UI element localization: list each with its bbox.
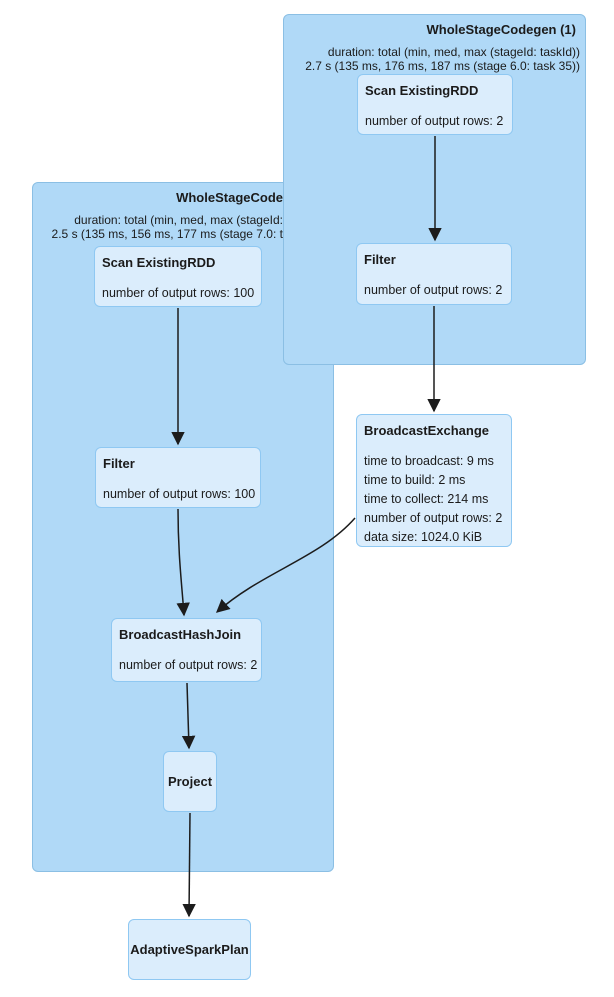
cluster-duration-label: duration: total (min, med, max (stageId: taskId)) <box>327 45 580 59</box>
metric-time-to-build: time to build: 2 ms <box>364 473 466 487</box>
cluster-duration <box>33 213 283 241</box>
metric-time-to-collect: time to collect: 214 ms <box>364 492 489 506</box>
node-title: Scan ExistingRDD <box>365 83 479 98</box>
metric-data-size: data size: 1024.0 KiB <box>364 530 483 544</box>
cluster-title: WholeStageCodegen (1) <box>426 22 576 37</box>
plan-node-project[interactable] <box>163 751 217 812</box>
plan-node-adaptivesparkplan[interactable] <box>128 919 251 980</box>
node-metrics <box>103 485 256 504</box>
node-title: BroadcastHashJoin <box>119 627 242 642</box>
node-title: Project <box>167 774 213 789</box>
plan-node-scan-existingrdd-1[interactable] <box>357 74 513 135</box>
plan-node-filter-2[interactable] <box>95 447 261 508</box>
node-title: Scan ExistingRDD <box>102 255 216 270</box>
cluster-duration-value-truncated: 2.5 s (135 ms, 156 ms, 177 ms (stage 7.0: t <box>51 227 283 241</box>
cluster-wholestagecodegen-1 <box>283 14 586 365</box>
metric-output-rows: number of output rows: 2 <box>364 283 503 297</box>
plan-node-broadcastexchange[interactable] <box>356 414 512 547</box>
node-title: AdaptiveSparkPlan <box>130 942 249 957</box>
node-metrics <box>102 284 257 303</box>
cluster-duration-value: 2.7 s (135 ms, 176 ms, 187 ms (stage 6.0: task 35)) <box>305 59 580 73</box>
plan-node-broadcasthashjoin[interactable] <box>111 618 262 682</box>
metric-output-rows: number of output rows: 2 <box>365 114 504 128</box>
node-title: Filter <box>103 456 135 471</box>
cluster-header <box>284 22 585 73</box>
cluster-duration-label-truncated: duration: total (min, med, max (stageId: <box>74 213 283 227</box>
cluster-duration <box>284 45 585 73</box>
cluster-title-truncated: WholeStageCode <box>176 190 283 205</box>
cluster-header <box>33 190 283 241</box>
node-metrics <box>119 656 257 675</box>
node-metrics <box>364 452 507 547</box>
metric-output-rows: number of output rows: 100 <box>102 286 255 300</box>
node-title: Filter <box>364 252 396 267</box>
metric-output-rows: number of output rows: 100 <box>103 487 256 501</box>
plan-node-filter-1[interactable] <box>356 243 512 305</box>
metric-output-rows: number of output rows: 2 <box>364 511 503 525</box>
metric-time-to-broadcast: time to broadcast: 9 ms <box>364 454 494 468</box>
plan-node-scan-existingrdd-2[interactable] <box>94 246 262 307</box>
node-title: BroadcastExchange <box>364 423 489 438</box>
node-metrics <box>365 112 508 131</box>
metric-output-rows: number of output rows: 2 <box>119 658 258 672</box>
node-metrics <box>364 281 507 300</box>
